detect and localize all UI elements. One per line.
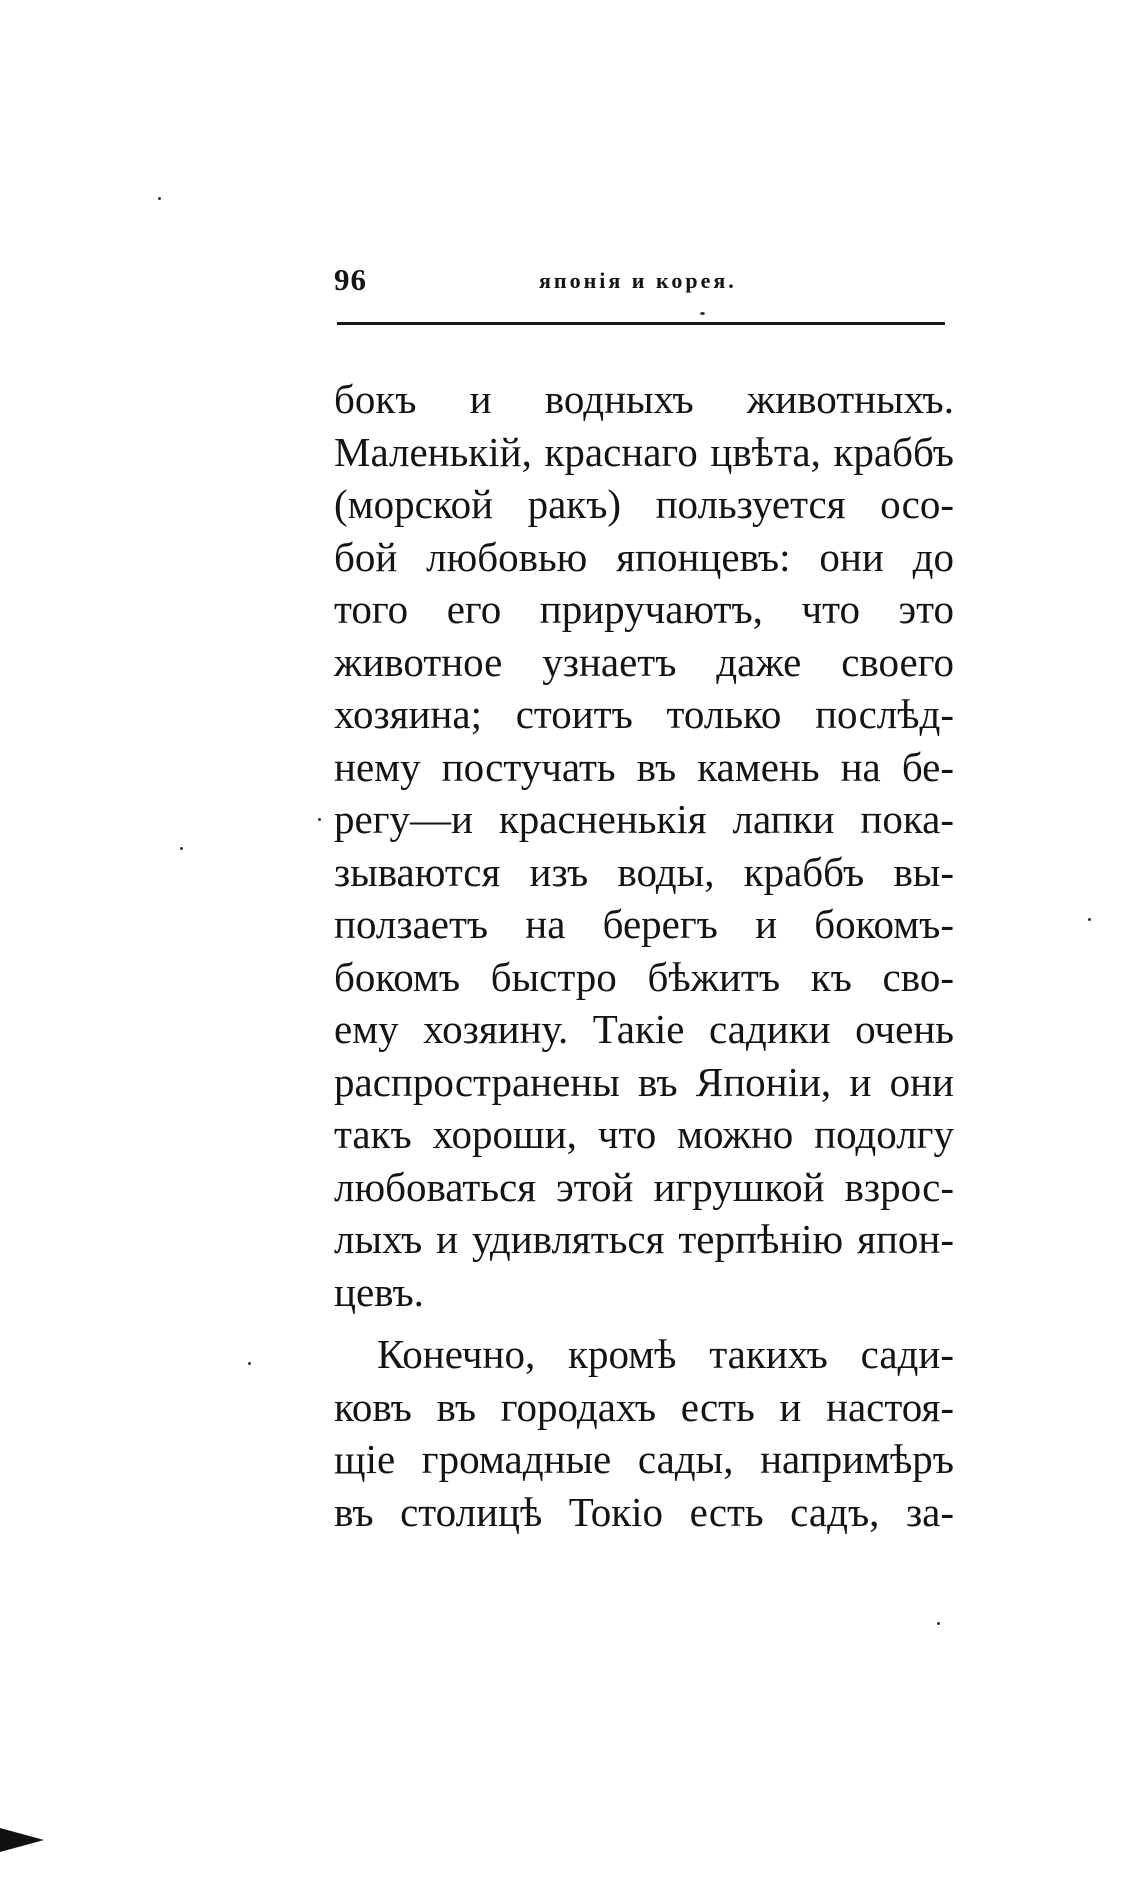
- text-line: регу—и красненькія лапки пока-: [334, 796, 954, 842]
- scan-speck: [318, 818, 321, 821]
- scan-speck: [248, 1362, 251, 1365]
- text-line: животное узнаетъ даже своего: [334, 638, 954, 685]
- text-line: Конечно, кромѣ такихъ сади-: [377, 1331, 954, 1377]
- header-rule: [337, 322, 945, 325]
- text-line: (морской ракъ) пользуется осо-: [334, 481, 954, 527]
- text-line: бокъ и водныхъ животныхъ.: [334, 376, 954, 422]
- text-line: ползаетъ на берегъ и бокомъ-: [334, 901, 954, 947]
- body-text: [334, 373, 954, 1538]
- paragraph-1: [334, 373, 954, 1318]
- text-line: бой любовью японцевъ: они до: [334, 533, 954, 580]
- text-line: того его приручаютъ, что это: [334, 586, 954, 632]
- scan-speck: [180, 847, 183, 850]
- text-line: хозяина; стоитъ только послѣд-: [334, 691, 954, 737]
- page-number: 96: [334, 262, 367, 297]
- text-line: нему постучать въ камень на бе-: [334, 743, 954, 790]
- text-line: любоваться этой игрушкой взрос-: [334, 1163, 954, 1210]
- scan-speck: [1088, 918, 1091, 921]
- text-line: такъ хороши, что можно подолгу: [334, 1111, 954, 1157]
- text-line: цевъ.: [334, 1268, 424, 1315]
- running-title: японія и корея.: [539, 268, 737, 293]
- text-line: щіе громадные сады, напримѣръ: [334, 1436, 954, 1482]
- text-line: распространены въ Японіи, и они: [334, 1058, 954, 1105]
- page-header: [334, 262, 946, 302]
- scan-speck: [937, 1622, 940, 1625]
- text-line: ковъ въ городахъ есть и настоя-: [334, 1383, 954, 1430]
- scan-corner-mark: [0, 1828, 44, 1852]
- scan-speck: [158, 197, 161, 200]
- text-line: Маленькій, краснаго цвѣта, краббъ: [334, 428, 954, 475]
- paragraph-2: [334, 1328, 954, 1538]
- text-line: въ столицѣ Токіо есть садъ, за-: [334, 1488, 954, 1535]
- text-line: бокомъ быстро бѣжитъ къ сво-: [334, 953, 954, 1000]
- text-line: ему хозяину. Такіе садики очень: [334, 1006, 954, 1052]
- scan-speck: [700, 312, 705, 315]
- text-line: лыхъ и удивляться терпѣнію япон-: [334, 1216, 954, 1262]
- text-line: зываются изъ воды, краббъ вы-: [334, 848, 954, 895]
